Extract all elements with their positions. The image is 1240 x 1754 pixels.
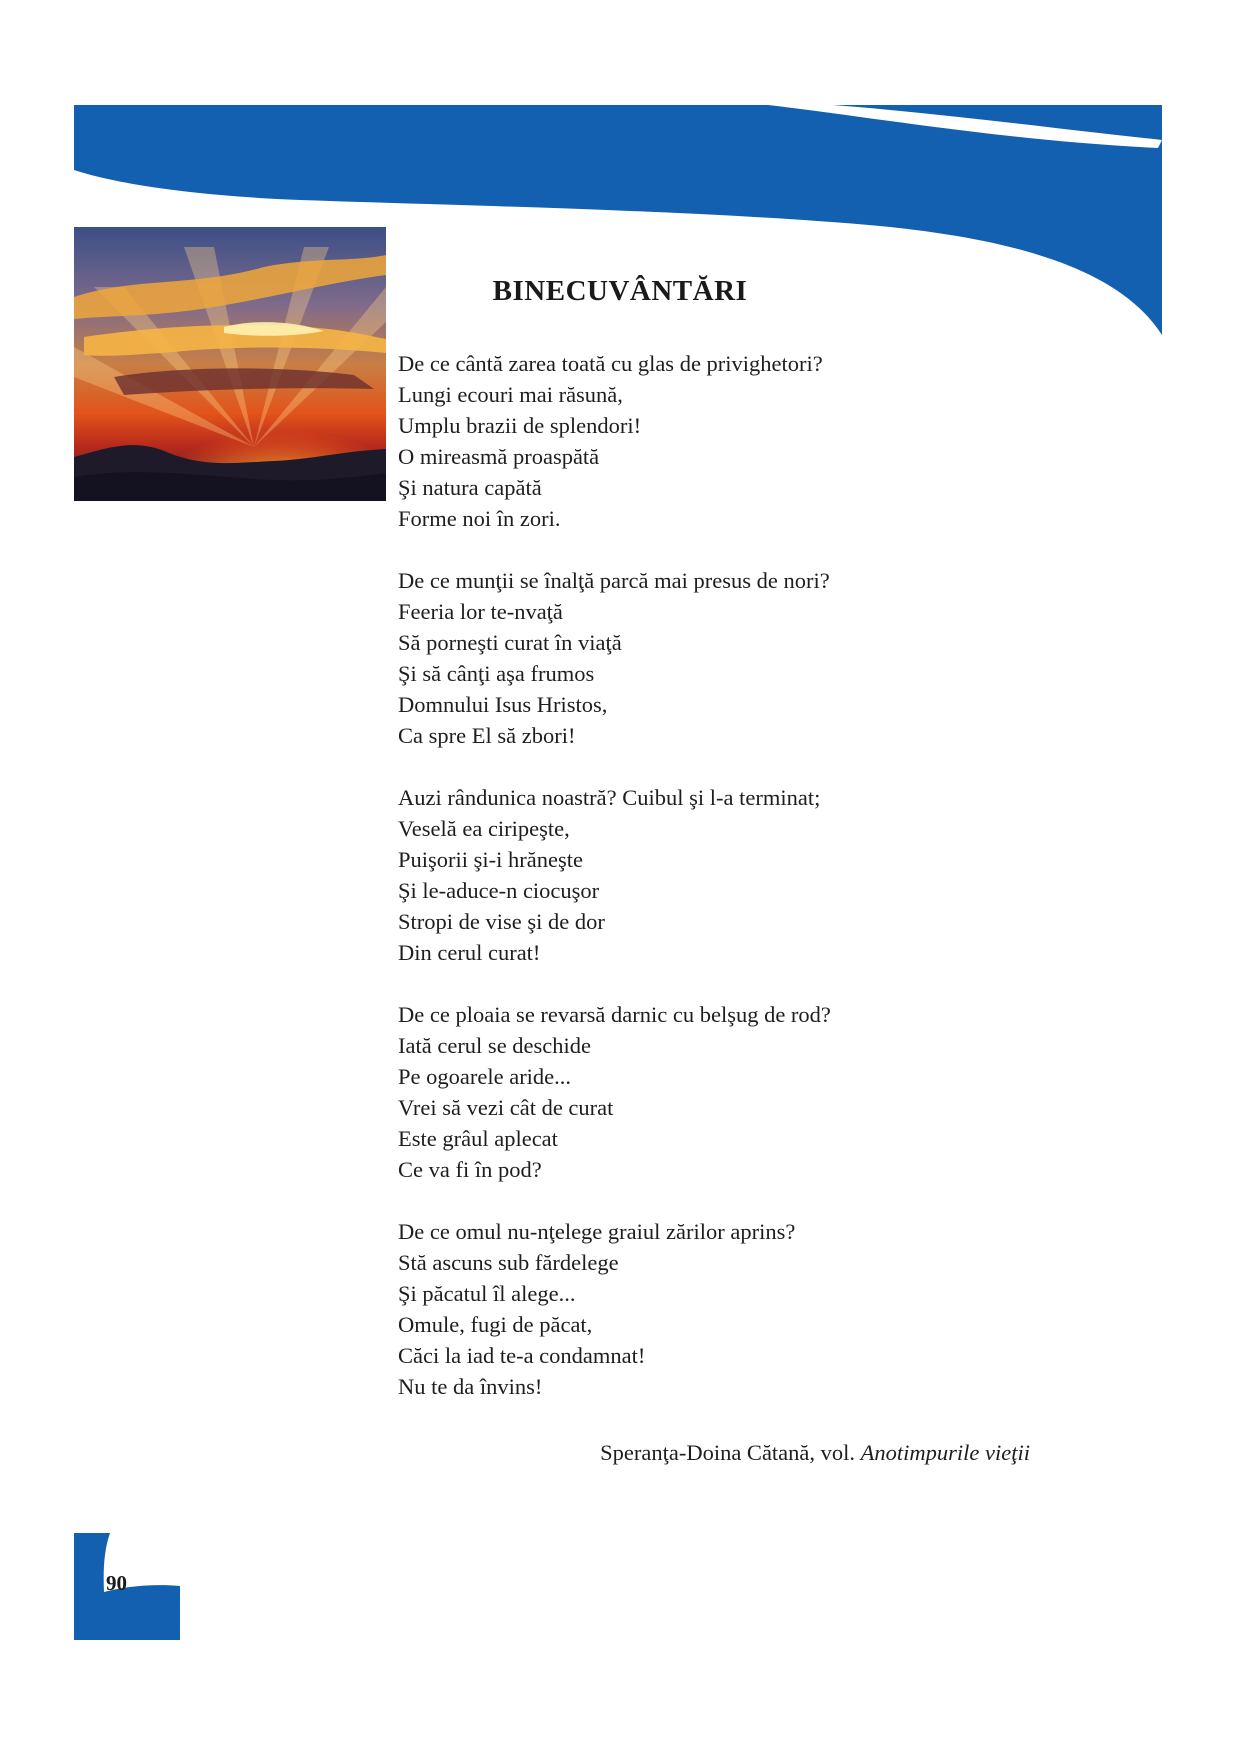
poem-line: Şi să cânţi aşa frumos [398,661,595,686]
poem-line: Ce va fi în pod? [398,1157,542,1182]
poem-line: Din cerul curat! [398,940,541,965]
poem-line: Omule, fugi de păcat, [398,1312,593,1337]
poem-line: Să porneşti curat în viaţă [398,630,622,655]
poem-line: De ce ploaia se revarsă darnic cu belşug de rod? [398,1002,831,1027]
stanza-1 [398,348,1038,534]
attribution-author: Speranţa-Doina Cătană, vol. [600,1440,861,1465]
poem-title: BINECUVÂNTĂRI [492,275,748,307]
poem-line: Este grâul aplecat [398,1126,558,1151]
poem-line: De ce munţii se înalţă parcă mai presus de nori? [398,568,830,593]
poem-body [398,348,1038,1433]
stanza-3 [398,782,1038,968]
sunset-photo [74,227,386,501]
poem-line: Stropi de vise şi de dor [398,909,605,934]
poem-line: Umplu brazii de splendori! [398,413,642,438]
stanza-5 [398,1216,1038,1402]
poem-line: Domnului Isus Hristos, [398,692,608,717]
poem-attribution [600,1440,1030,1466]
poem-line: Şi le-aduce-n ciocuşor [398,878,600,903]
poem-line: Auzi rândunica noastră? Cuibul şi l-a terminat; [398,785,821,810]
poem-line: Feeria lor te-nvaţă [398,599,563,624]
page-number-tab-shape [74,1533,180,1640]
attribution-book-title: Anotimpurile vieţii [860,1440,1030,1465]
poem-line: Stă ascuns sub fărdelege [398,1250,619,1275]
poem-line: Iată cerul se deschide [398,1033,592,1058]
poem-line: O mireasmă proaspătă [398,444,600,469]
poem-line: Puişorii şi-i hrăneşte [398,847,583,872]
poem-line: Căci la iad te-a condamnat! [398,1343,646,1368]
poem-line: Pe ogoarele aride... [398,1064,572,1089]
stanza-2 [398,565,1038,751]
poem-line: Lungi ecouri mai răsună, [398,382,623,407]
stanza-4 [398,999,1038,1185]
poem-line: Forme noi în zori. [398,506,561,531]
poem-line: Şi păcatul îl alege... [398,1281,576,1306]
poem-line: Ca spre El să zbori! [398,723,576,748]
page-number: 90 [106,1571,127,1595]
poem-line: Şi natura capătă [398,475,542,500]
poem-line: De ce cântă zarea toată cu glas de privighetori? [398,351,823,376]
poem-line: De ce omul nu-nţelege graiul zărilor aprins? [398,1219,796,1244]
page-number-tab [0,1530,200,1660]
poem-line: Veselă ea ciripeşte, [398,816,570,841]
poem-line: Nu te da învins! [398,1374,543,1399]
poem-line: Vrei să vezi cât de curat [398,1095,614,1120]
